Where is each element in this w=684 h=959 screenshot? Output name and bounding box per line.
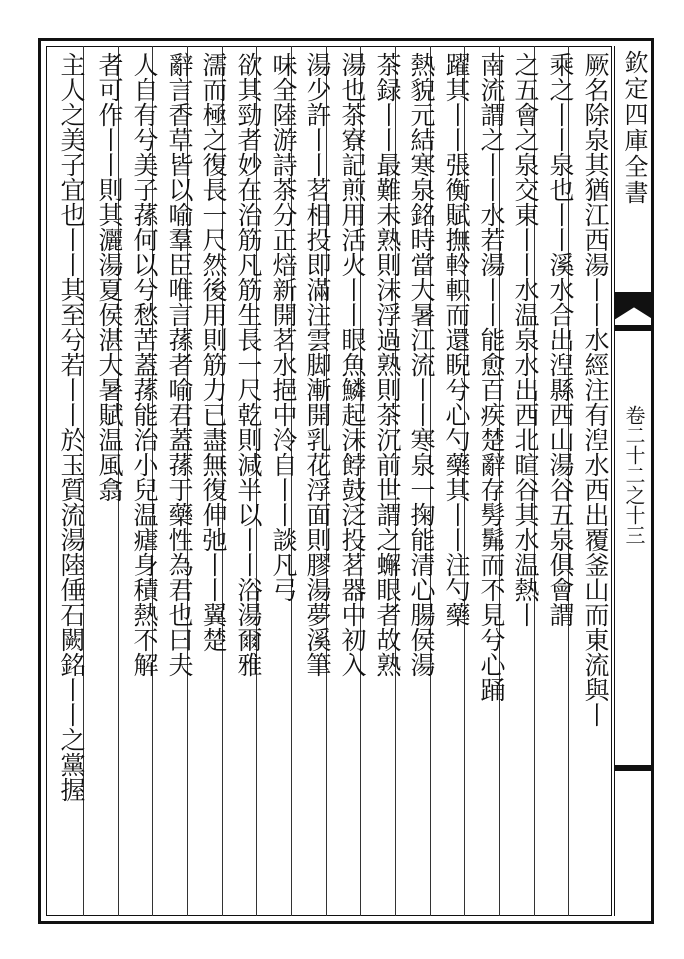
- text-column: 厥名除泉其猶江西湯丨丨水經注有湼水西出覆釜山而東流與丨: [581, 52, 610, 727]
- text-column: 者可作丨丨則其灑湯夏侯湛大暑賦温風翕: [95, 52, 124, 502]
- margin-bottom-bar: [614, 765, 654, 771]
- text-column: 欲其勁者妙在治筋凡筋生長一尺乾則減半以丨丨浴湯爾雅: [234, 52, 263, 677]
- book-title: 欽定四庫全書: [620, 50, 648, 206]
- fishtail-bar: [614, 325, 654, 331]
- text-column: 味全陸游詩茶分正焙新開茗水挹中泠自丨丨談凡弓: [269, 52, 298, 602]
- text-column: 茶録丨丨最難未熟則沫浮過熟則茶沉前世謂之蠏眼者故熟: [373, 52, 402, 677]
- text-column: 湯少許丨丨茗相投即滿注雲脚漸開乳花浮面則膠湯夢溪筆: [303, 52, 332, 677]
- text-column: 主人之美子宜也丨丨其至兮若丨丨於玉質流湯陸倕石闕銘丨丨之黨握: [57, 52, 86, 802]
- text-column: 辭言香草皆以喻羣臣唯言蓀者喻君蓋蓀于藥性為君也曰夫: [165, 52, 194, 677]
- text-column: 乘之丨丨泉也丨丨溪水合出湼縣西山湯谷五泉俱會謂: [546, 52, 575, 627]
- text-column: 湯也茶寮記煎用活火丨丨眼魚鱗起沫餑鼓泛投茗器中初入: [338, 52, 367, 677]
- text-column: 人自有兮美子蓀何以兮愁苦蓋蓀能治小兒温瘧身積熱不解: [130, 52, 159, 677]
- text-column: 之五會之泉交東丨丨水温泉水出西北暄谷其水温熱丨: [511, 52, 540, 627]
- text-column: 躍其丨丨張衡賦撫軨軹而還睨兮心勺藥其丨丨注勺藥: [442, 52, 471, 627]
- volume-label: 卷二十二之十三: [622, 405, 646, 545]
- text-column: 南流謂之丨丨水若湯丨丨能愈百疾楚辭存髣髴而不見兮心踊: [477, 52, 506, 702]
- text-column: 熱貌元結寒泉銘時當大暑江流丨丨寒泉一掬能清心腸侯湯: [407, 52, 436, 677]
- text-column: 濡而極之復長一尺然後用則筋力已盡無復伸弛丨丨翼楚: [199, 52, 228, 652]
